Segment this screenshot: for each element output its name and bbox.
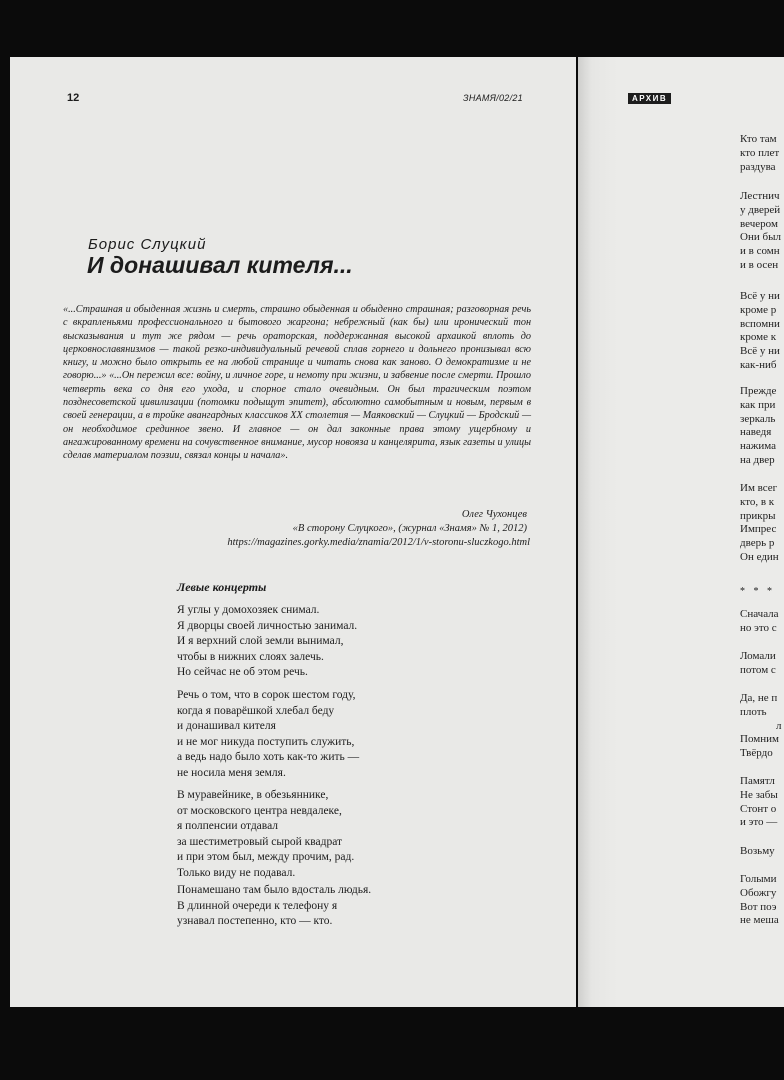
text-line: как при <box>740 398 776 411</box>
text-line: наведя <box>740 426 772 439</box>
text-line: Они был <box>740 231 781 244</box>
text-line: дверь р <box>740 537 775 550</box>
text-line: на двер <box>740 453 775 466</box>
poem-line: И я верхний слой земли вынимал, <box>177 635 344 648</box>
right-text-block <box>740 845 775 859</box>
poem-line: от московского центра невдалеке, <box>177 804 342 817</box>
epigraph-author: Олег Чухонцев <box>461 509 527 520</box>
article-title: И донашивал кителя... <box>87 252 353 278</box>
text-line: Кто там <box>740 133 777 145</box>
text-line: Он един <box>740 550 779 563</box>
text-line: Сначала <box>740 608 779 620</box>
poem-line: и при этом был, между прочим, рад. <box>177 851 355 864</box>
poem-line: Речь о том, что в сорок шестом году, <box>177 689 356 701</box>
poem-line: и донашивал кителя <box>177 720 276 733</box>
text-line: не меша <box>740 914 779 927</box>
stanza-1 <box>177 603 357 681</box>
poem-line: Я углы у домохозяек снимал. <box>177 604 320 616</box>
text-line: Вот поэ <box>740 900 777 913</box>
text-line: Голыми <box>740 873 777 885</box>
text-line: прикры <box>740 509 776 522</box>
text-line: как-ниб <box>740 358 777 371</box>
text-line: Лестнич <box>740 190 780 202</box>
author-name: Борис Слуцкий <box>88 236 207 253</box>
text-line: вечером <box>740 217 778 230</box>
right-text-block <box>740 692 782 761</box>
poem-line: В длинной очереди к телефону я <box>177 899 338 912</box>
poem-line: я полпенсии отдавал <box>177 820 279 833</box>
section-label: АРХИВ <box>628 93 671 104</box>
poem-line: не носила меня земля. <box>177 766 286 779</box>
poem-line: за шестиметровый сырой квадрат <box>177 835 343 848</box>
right-text-block <box>740 775 778 830</box>
poem-line: узнавал постепенно, кто — кто. <box>177 915 333 928</box>
text-line: Да, не п <box>740 692 778 704</box>
poem-line: Я дворцы своей личностью занимал. <box>177 619 358 632</box>
text-line: кроме к <box>740 331 777 344</box>
journal-issue: ЗНАМЯ/02/21 <box>463 93 523 103</box>
poem-line: Только виду не подавал. <box>177 866 296 879</box>
epigraph-url: https://magazines.gorky.media/znamia/2012/1/v-storonu-sluczkogo.html <box>227 537 530 548</box>
text-line: Им всег <box>740 482 778 494</box>
stanza-2 <box>177 688 359 782</box>
text-line: Обожгу <box>740 886 777 899</box>
text-line: Не забы <box>740 788 778 801</box>
right-text-block <box>740 650 776 678</box>
text-line: раздува <box>740 160 776 173</box>
poem-line: и не мог никуда поступить служить, <box>177 735 355 748</box>
right-text-block <box>740 385 776 468</box>
text-line: и в сомн <box>740 245 780 258</box>
text-line: плоть <box>740 705 767 718</box>
section-separator: * * * <box>740 586 775 597</box>
right-text-block <box>740 482 779 565</box>
text-line: нажима <box>740 440 777 453</box>
text-line: Памятл <box>740 775 775 787</box>
right-text-block <box>740 133 779 174</box>
epigraph-text: «...Страшная и обыденная жизнь и смерть, страшно обыденная и обыденно страшная; разговорная речь с вкрапленьями профессионального и бытового жаргона; небрежный (как бы) или иронический тон высказывания и тут же рядом — речь ораторская, поддержанная высокой архаикой вплоть до церковнославянизмов — такой резко-индивидуальный речевой сплав горнего и дольнего пронизывал всю книгу, и можно было открыть ее на любой странице и читать снова как заново. О демократизме и не говорю...» «...Он пережил все: войну, и личное горе, и немоту при жизни, и забвение после смерти. Прошло четверть века со дня его ухода, и спорное стало очевидным. Он был трагическим поэтом позднесоветской цивилизации (потомки подыщут эпитет), абсолютно самобытным и новым, первым в своей генерации, а в тройке авангардных классиков XX столетия — Маяковский — Слуцкий — Бродский — он необходимое срединное звено. И главное — он дал законные права этому ущербному и ангажированному времени на сочувственное внимание, мусор новояза и канцелярита, язык газеты и улицы сделав материалом поэзии, связал концы и начала». <box>63 304 531 462</box>
poem-line: Но сейчас не об этом речь. <box>177 666 308 679</box>
text-line: Твёрдо <box>740 747 773 760</box>
text-line: и это — <box>740 816 778 829</box>
stanza-4 <box>177 883 371 930</box>
text-line: Возьму <box>740 845 775 857</box>
text-line: Прежде <box>740 385 777 397</box>
text-line: Ломали <box>740 650 776 662</box>
text-line: кроме р <box>740 303 777 316</box>
poem-line: когда я поварёшкой хлебал беду <box>177 704 335 717</box>
poem-line: чтобы в нижних слоях залечь. <box>177 650 324 663</box>
poem-line: В муравейнике, в обезьяннике, <box>177 789 329 801</box>
text-line: потом с <box>740 663 776 676</box>
text-line: у дверей <box>740 203 781 216</box>
poem-title: Левые концерты <box>177 580 267 594</box>
right-text-block <box>740 873 779 928</box>
right-text-block <box>740 290 780 373</box>
poem-line: а ведь надо было хоть как-то жить — <box>177 751 360 764</box>
text-line: вспомни <box>740 317 780 330</box>
text-line: кто, в к <box>740 495 775 508</box>
epigraph <box>63 303 531 463</box>
text-line: Импрес <box>740 523 777 536</box>
text-line: зеркаль <box>740 412 776 425</box>
stanza-3 <box>177 788 354 882</box>
right-text-block <box>740 190 781 273</box>
page-number: 12 <box>67 92 80 104</box>
right-text-block <box>740 608 779 636</box>
text-line: и в осен <box>740 258 779 271</box>
poem-line: Понамешано там было вдосталь людья. <box>177 884 372 896</box>
text-line: кто плет <box>740 146 780 159</box>
text-line: л <box>776 719 782 732</box>
text-line: Помним <box>740 733 779 746</box>
text-line: Всё у ни <box>740 290 780 302</box>
text-line: Стонт о <box>740 802 777 815</box>
epigraph-source: «В сторону Слуцкого», (журнал «Знамя» № 1, 2012) <box>292 523 527 534</box>
text-line: Всё у ни <box>740 345 780 358</box>
text-line: но это с <box>740 621 777 634</box>
